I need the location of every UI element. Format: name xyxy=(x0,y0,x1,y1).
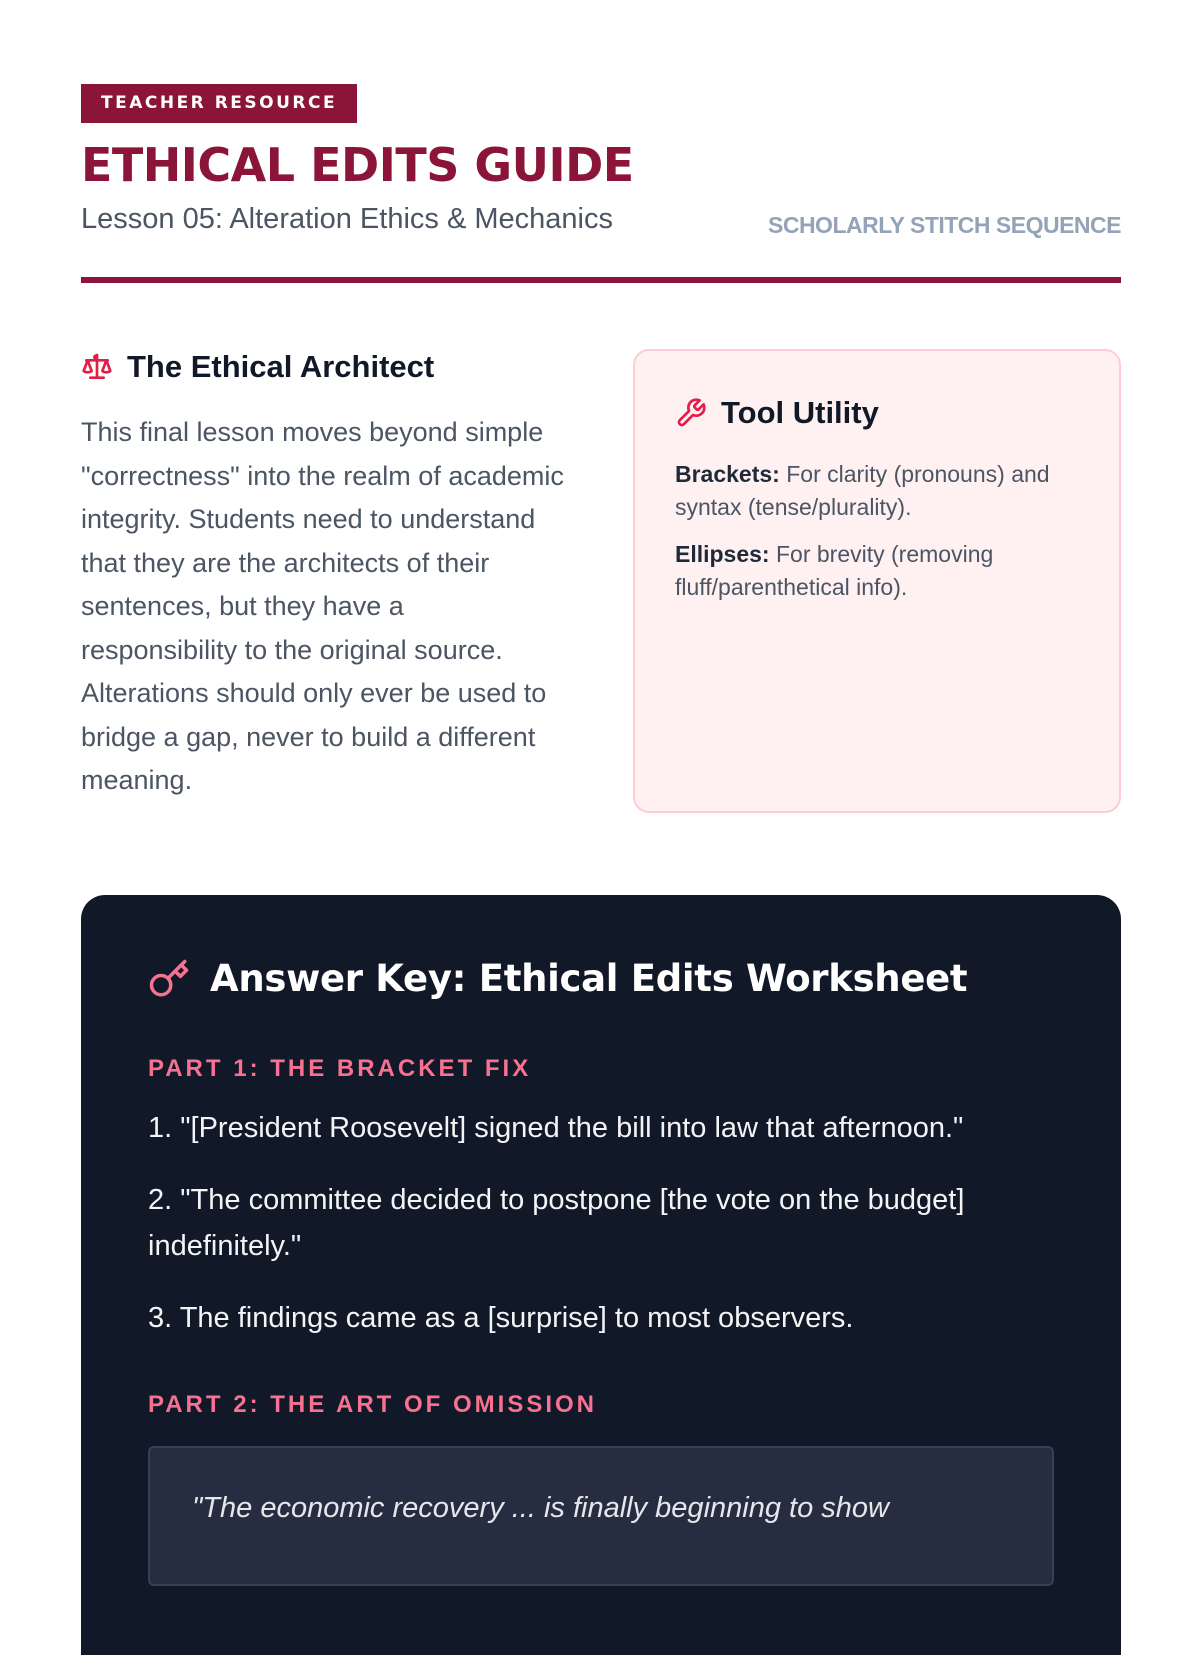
header xyxy=(81,84,1121,283)
answer-key-heading xyxy=(148,957,1054,1000)
answer-key-title: Answer Key: Ethical Edits Worksheet xyxy=(210,957,968,1000)
header-divider xyxy=(81,277,1121,283)
intro-section xyxy=(81,349,1121,813)
resource-tag: TEACHER RESOURCE xyxy=(81,84,357,123)
tool-utility-heading xyxy=(675,395,1079,431)
tool-desc: For brevity (removing fluff/parenthetical info). xyxy=(675,541,994,600)
tool-line-brackets xyxy=(675,458,1079,524)
answer-key-panel xyxy=(81,895,1121,1655)
part1-answers xyxy=(148,1105,1054,1341)
answer-item: 2. "The committee decided to postpone [the vote on the budget] indefinitely." xyxy=(148,1184,965,1262)
tool-term: Brackets: xyxy=(675,461,780,487)
part1-label: PART 1: THE BRACKET FIX xyxy=(148,1055,532,1082)
ethical-architect-body: This final lesson moves beyond simple "correctness" into the realm of academic integrity. Students need to understand that they are the architects of their sentences, but they have a responsibility to the original source. Alterations should only ever be used to bridge a gap, never to build a different meaning. xyxy=(81,417,564,795)
scale-icon xyxy=(81,351,113,383)
page-title: ETHICAL EDITS GUIDE xyxy=(81,138,634,192)
tool-utility-title: Tool Utility xyxy=(721,395,879,430)
tool-line-ellipses xyxy=(675,538,1079,604)
tool-desc: For clarity (pronouns) and syntax (tense/plurality). xyxy=(675,461,1050,520)
answer-item: 1. "[President Roosevelt] signed the bill into law that afternoon." xyxy=(148,1112,964,1144)
tool-term: Ellipses: xyxy=(675,541,770,567)
series-label: SCHOLARLY STITCH SEQUENCE xyxy=(768,212,1121,238)
ethical-architect-title: The Ethical Architect xyxy=(127,349,435,384)
answer-item: 3. The findings came as a [surprise] to most observers. xyxy=(148,1302,854,1334)
key-icon xyxy=(148,958,190,1000)
ethical-architect-section xyxy=(81,349,566,813)
wrench-icon xyxy=(675,397,707,429)
tool-utility-card xyxy=(633,349,1121,813)
lesson-subtitle: Lesson 05: Alteration Ethics & Mechanics xyxy=(81,203,613,235)
ethical-architect-heading xyxy=(81,349,566,385)
part2-label: PART 2: THE ART OF OMISSION xyxy=(148,1391,598,1418)
omission-quote: "The economic recovery ... is finally beginning to show xyxy=(192,1492,889,1524)
subtitle-row xyxy=(81,201,1121,237)
omission-quote-box xyxy=(148,1446,1054,1586)
guide-page xyxy=(81,84,1121,1655)
